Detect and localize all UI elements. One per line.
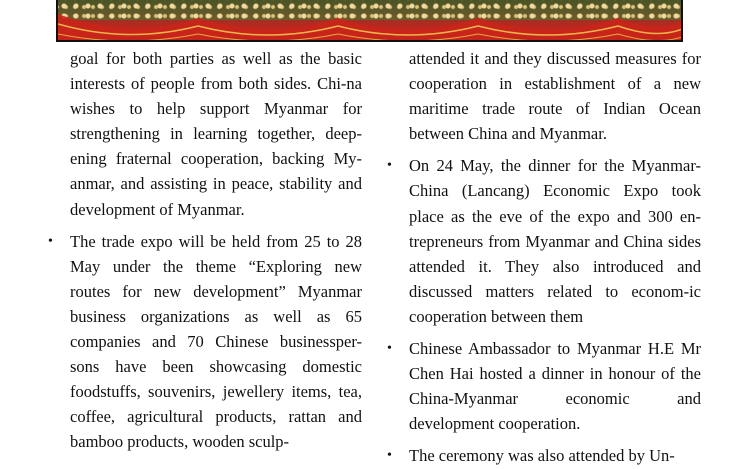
ceremony-photo	[56, 0, 683, 42]
ambassador-paragraph: Chinese Ambassador to Myanmar H.E Mr Chen Hai hosted a dinner in honour of the China-Myanmar economic and development cooperation.	[409, 339, 701, 434]
list-item	[48, 229, 362, 455]
ceremony-paragraph: The ceremony was also attended by Un-	[409, 446, 675, 466]
right-continuation-paragraph: attended it and they discussed measures for cooperation in establishment of a new maritime trade route of Indian Ocean between China and Myanmar.	[409, 49, 701, 144]
bullet-icon: •	[48, 233, 53, 249]
bullet-icon: •	[387, 341, 392, 357]
bullet-icon: •	[387, 158, 392, 174]
list-item	[387, 443, 701, 468]
trade-expo-paragraph: The trade expo will be held from 25 to 28 May under the theme “Exploring new routes for new development” Myanmar business organizations as well as 65 companies and 70 Chinese businessper-sons have been showcasing domestic foodstuffs, souvenirs, jewellery items, tea, coffee, agricultural products, rattan and bamboo products, wooden sculp-	[70, 231, 362, 452]
bullet-icon: •	[387, 448, 392, 464]
right-column	[387, 46, 701, 469]
dinner-paragraph: On 24 May, the dinner for the Myanmar-China (Lancang) Economic Expo took place as the eve of the expo and 300 en-trepreneurs from Myanmar and China sides attended it. They also introduced and discussed matters related to econom-ic cooperation between them	[409, 156, 701, 326]
list-item	[387, 336, 701, 436]
left-continuation-paragraph: goal for both parties as well as the basic interests of people from both sides. Chi-na wishes to help support Myanmar for strengthening in learning together, deep-ening fraternal cooperation, backing My-anmar, and assisting in peace, stability and development of Myanmar.	[70, 49, 362, 219]
left-column	[48, 46, 362, 455]
stage-drape-icon	[58, 14, 683, 42]
list-item	[387, 153, 701, 329]
